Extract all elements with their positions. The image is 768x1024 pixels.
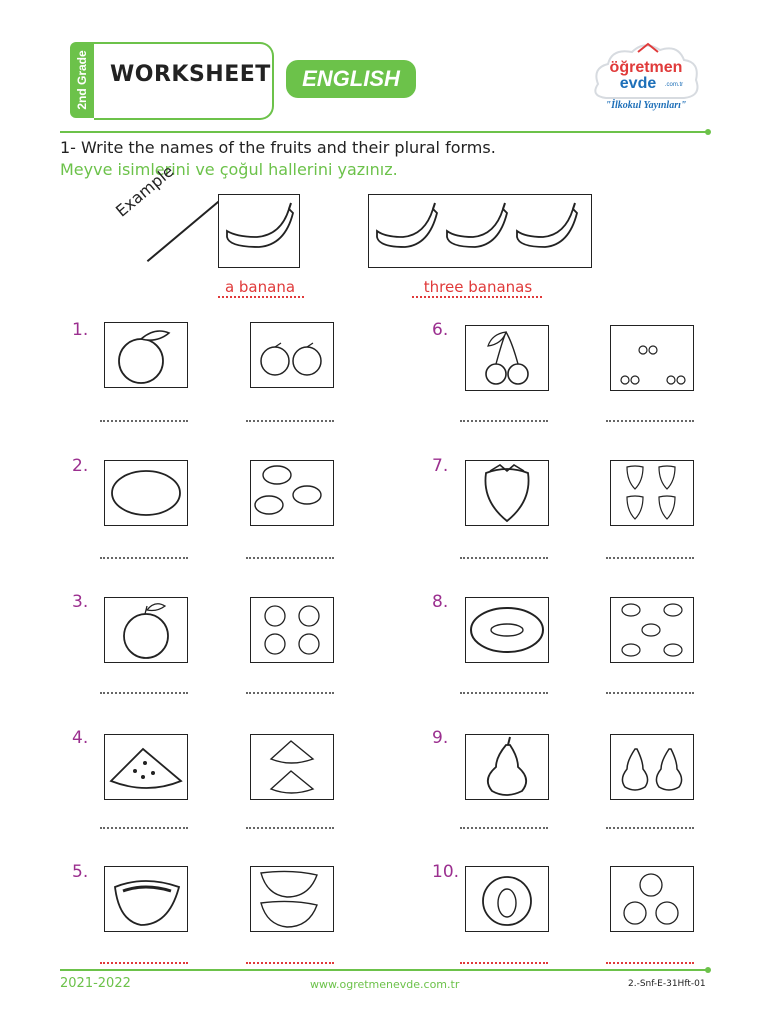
item-1-singular-answer-line[interactable] xyxy=(100,420,188,422)
item-9-plural-picture xyxy=(610,734,694,800)
item-number-8: 8. xyxy=(432,592,449,612)
grade-label: 2nd Grade xyxy=(75,50,89,110)
item-7-plural-picture xyxy=(610,460,694,526)
logo-word-1: öğretmen xyxy=(609,59,683,76)
item-3-singular-answer-line[interactable] xyxy=(100,692,188,694)
item-7-single-picture xyxy=(465,460,549,526)
pear-icon xyxy=(466,735,548,799)
item-1-single-picture xyxy=(104,322,188,388)
footer-document-code: 2.-Snf-E-31Hft-01 xyxy=(628,979,706,989)
example-single-banana-box xyxy=(218,194,300,268)
kiwi-icon xyxy=(466,598,548,662)
footer-divider xyxy=(60,969,708,971)
item-2-single-picture xyxy=(104,460,188,526)
apricot-icon xyxy=(466,867,548,931)
cherry-icon xyxy=(466,326,548,390)
example-plural-answer: three bananas xyxy=(423,278,533,296)
oranges-icon xyxy=(251,323,333,387)
melon-slice-icon xyxy=(105,867,187,931)
item-6-singular-answer-line[interactable] xyxy=(460,420,548,422)
apricots-icon xyxy=(611,867,693,931)
item-5-plural-picture xyxy=(250,866,334,932)
ogretmenevde-logo xyxy=(586,38,706,118)
lemons-icon xyxy=(251,461,333,525)
item-3-plural-picture xyxy=(250,597,334,663)
peaches-icon xyxy=(251,598,333,662)
item-number-3: 3. xyxy=(72,592,89,612)
item-number-7: 7. xyxy=(432,456,449,476)
watermelon-icon xyxy=(105,735,187,799)
item-7-plural-answer-line[interactable] xyxy=(606,557,694,559)
item-9-plural-answer-line[interactable] xyxy=(606,827,694,829)
item-3-single-picture xyxy=(104,597,188,663)
strawberry-icon xyxy=(466,461,548,525)
item-9-singular-answer-line[interactable] xyxy=(460,827,548,829)
item-number-6: 6. xyxy=(432,320,449,340)
item-8-single-picture xyxy=(465,597,549,663)
example-singular-answer: a banana xyxy=(224,278,296,296)
item-4-singular-answer-line[interactable] xyxy=(100,827,188,829)
item-5-plural-answer-line[interactable] xyxy=(246,962,334,964)
item-10-plural-answer-line[interactable] xyxy=(606,962,694,964)
item-7-singular-answer-line[interactable] xyxy=(460,557,548,559)
grade-tab xyxy=(70,42,94,118)
item-5-single-picture xyxy=(104,866,188,932)
lemon-icon xyxy=(105,461,187,525)
item-3-plural-answer-line[interactable] xyxy=(246,692,334,694)
item-number-9: 9. xyxy=(432,728,449,748)
melon-slices-icon xyxy=(251,867,333,931)
item-5-singular-answer-line[interactable] xyxy=(100,962,188,964)
item-number-1: 1. xyxy=(72,320,89,340)
footer-website: www.ogretmenevde.com.tr xyxy=(310,978,460,991)
peach-icon xyxy=(105,598,187,662)
item-8-plural-answer-line[interactable] xyxy=(606,692,694,694)
item-10-single-picture xyxy=(465,866,549,932)
item-8-singular-answer-line[interactable] xyxy=(460,692,548,694)
item-number-4: 4. xyxy=(72,728,89,748)
item-1-plural-answer-line[interactable] xyxy=(246,420,334,422)
item-6-single-picture xyxy=(465,325,549,391)
example-three-bananas-box xyxy=(368,194,592,268)
item-4-plural-answer-line[interactable] xyxy=(246,827,334,829)
example-diagonal-line xyxy=(147,196,225,262)
instruction-turkish: Meyve isimlerini ve çoğul hallerini yazınız. xyxy=(60,160,398,179)
item-6-plural-picture xyxy=(610,325,694,391)
item-number-2: 2. xyxy=(72,456,89,476)
logo-domain: .com.tr xyxy=(664,82,684,88)
item-8-plural-picture xyxy=(610,597,694,663)
item-10-singular-answer-line[interactable] xyxy=(460,962,548,964)
item-number-10: 10. xyxy=(432,862,460,882)
watermelons-icon xyxy=(251,735,333,799)
orange-icon xyxy=(105,323,187,387)
header-divider xyxy=(60,131,708,133)
item-2-plural-picture xyxy=(250,460,334,526)
subject-badge: ENGLISH xyxy=(286,60,416,98)
pears-icon xyxy=(611,735,693,799)
strawberries-icon xyxy=(611,461,693,525)
example-singular-underline xyxy=(218,296,304,298)
item-2-plural-answer-line[interactable] xyxy=(246,557,334,559)
logo-tagline: "İlkokul Yayınları" xyxy=(605,100,687,111)
kiwis-icon xyxy=(611,598,693,662)
item-9-single-picture xyxy=(465,734,549,800)
item-6-plural-answer-line[interactable] xyxy=(606,420,694,422)
cherries-icon xyxy=(611,326,693,390)
item-2-singular-answer-line[interactable] xyxy=(100,557,188,559)
item-10-plural-picture xyxy=(610,866,694,932)
footer-year: 2021-2022 xyxy=(60,976,131,991)
item-1-plural-picture xyxy=(250,322,334,388)
instruction-english: 1- Write the names of the fruits and their plural forms. xyxy=(60,138,496,157)
item-number-5: 5. xyxy=(72,862,89,882)
example-label: Example xyxy=(112,161,178,221)
banana-icon xyxy=(219,195,299,267)
item-4-single-picture xyxy=(104,734,188,800)
bananas-icon xyxy=(369,195,591,267)
item-4-plural-picture xyxy=(250,734,334,800)
logo-word-2: evde xyxy=(619,75,657,92)
worksheet-title: WORKSHEET xyxy=(110,62,271,87)
example-plural-underline xyxy=(412,296,542,298)
